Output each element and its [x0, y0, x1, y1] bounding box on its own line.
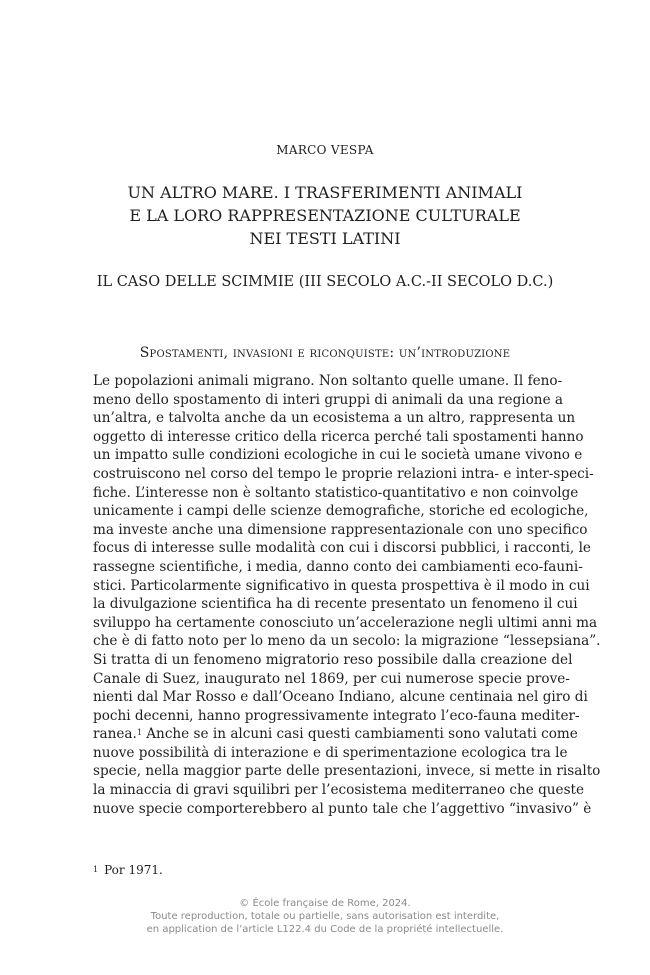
- body-line: costruiscono nel corso del tempo le proprie relazioni intra- e inter-speci-: [93, 465, 594, 482]
- copyright-line: en application de l’article L122.4 du Code de la propriété intellectuelle.: [146, 924, 504, 935]
- footnote-number: 1: [93, 865, 99, 874]
- footnote: [93, 862, 163, 878]
- body-line: Canale di Suez, inaugurato nel 1869, per cui numerose specie prove-: [93, 670, 570, 687]
- body-line-rest: Anche se in alcuni casi questi cambiamenti sono valutati come: [141, 726, 578, 743]
- body-line: fiche. L’interesse non è soltanto statistico-quantitativo e non coinvolge: [93, 484, 579, 501]
- body-line-start: ranea.: [93, 726, 137, 743]
- title-line: UN ALTRO MARE. I TRASFERIMENTI ANIMALI: [127, 183, 523, 202]
- body-line: ma investe anche una dimensione rappresentazionale con uno specifico: [93, 521, 588, 538]
- body-line: meno dello spostamento di interi gruppi di animali da una regione a: [93, 391, 564, 408]
- body-line: un impatto sulle condizioni ecologiche in cui le società umane vivono e: [93, 447, 583, 464]
- body-text: [93, 372, 601, 818]
- body-line: Si tratta di un fenomeno migratorio reso possibile dalla creazione del: [93, 651, 573, 668]
- article-title: [0, 181, 650, 250]
- body-line: oggetto di interesse critico della ricerca perché tali spostamenti hanno: [93, 428, 584, 445]
- body-line: sviluppo ha certamente conosciuto un’accelerazione negli ultimi anni ma: [93, 614, 598, 631]
- body-line: la divulgazione scientifica ha di recente presentato un fenomeno il cui: [93, 596, 578, 613]
- body-line: pochi decenni, hanno progressivamente integrato l’eco-fauna mediter-: [93, 707, 580, 724]
- article-subtitle: IL CASO DELLE SCIMMIE (III SECOLO A.C.-II SECOLO D.C.): [96, 274, 554, 290]
- copyright-notice: [0, 897, 650, 936]
- body-line: che è di fatto noto per lo meno da un secolo: la migrazione “lessepsiana”.: [93, 633, 601, 650]
- body-line: nienti dal Mar Rosso e dall’Oceano Indiano, alcune centinaia nel giro di: [93, 689, 588, 706]
- body-line: la minaccia di gravi squilibri per l’ecosistema mediterraneo che queste: [93, 782, 585, 799]
- title-line: NEI TESTI LATINI: [249, 229, 401, 248]
- author-name: MARCO VESPA: [276, 143, 374, 157]
- body-line: Le popolazioni animali migrano. Non soltanto quelle umane. Il feno-: [93, 373, 563, 389]
- body-line: focus di interesse sulle modalità con cui i discorsi pubblici, i racconti, le: [93, 540, 591, 557]
- section-heading: Spostamenti, invasioni e riconquiste: un’introduzione: [139, 345, 511, 361]
- title-line: E LA LORO RAPPRESENTAZIONE CULTURALE: [129, 206, 521, 225]
- copyright-line: © École française de Rome, 2024.: [239, 898, 411, 909]
- body-line: un’altra, e talvolta anche da un ecosistema a un altro, rappresenta un: [93, 410, 576, 427]
- footnote-text: Por 1971.: [104, 863, 163, 877]
- body-line: stici. Particolarmente significativo in questa prospettiva è il modo in cui: [93, 577, 590, 594]
- footnote-reference[interactable]: 1: [136, 728, 142, 738]
- body-line: unicamente i campi delle scienze demografiche, storiche ed ecologiche,: [93, 503, 589, 520]
- body-line: nuove possibilità di interazione e di sperimentazione ecologica tra le: [93, 744, 568, 761]
- body-line: specie, nella maggior parte delle presentazioni, invece, si mette in risalto: [93, 763, 601, 780]
- body-line-with-footnote: [93, 725, 578, 744]
- body-line: rassegne scientifiche, i media, danno conto dei cambiamenti eco-fauni-: [93, 558, 583, 575]
- body-line: nuove specie comporterebbero al punto tale che l’aggettivo “invasivo” è: [93, 800, 592, 817]
- copyright-line: Toute reproduction, totale ou partielle, sans autorisation est interdite,: [150, 911, 500, 922]
